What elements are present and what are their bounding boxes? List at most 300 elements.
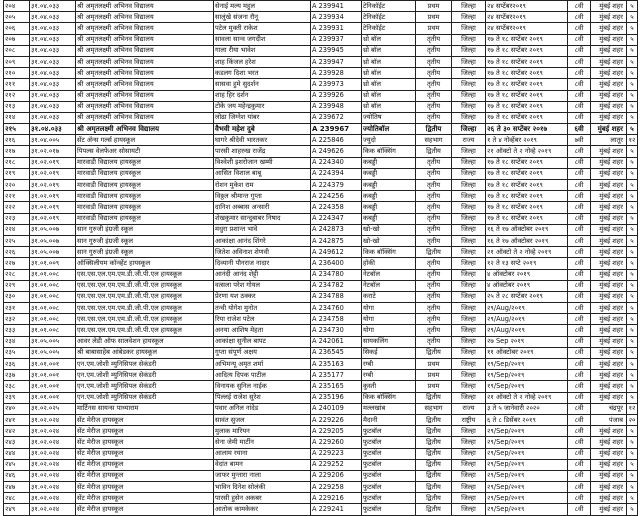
- rank-cell: द्वितीय: [416, 437, 452, 448]
- serial-cell: २०६: [4, 23, 30, 34]
- certificate-cell: A 239931: [311, 23, 362, 34]
- standard-cell: ८वी: [568, 68, 591, 79]
- district-cell: मुंबई शहर: [591, 303, 627, 314]
- table-row: [4, 112, 638, 123]
- school-cell: मारवाडी विद्यालय हायस्कूल: [76, 202, 214, 213]
- certificate-cell: A 224347: [311, 213, 362, 224]
- code-cell: ३१.०२.०२५: [30, 403, 76, 414]
- level-cell: जिल्हा: [452, 247, 486, 258]
- points-cell: ५: [627, 1, 638, 12]
- standard-cell: ८वी: [568, 470, 591, 481]
- tournament-date-cell: १७ ते १८ सप्टेंबर २०१९: [486, 34, 568, 45]
- code-cell: ३१.०२.०२४: [30, 504, 76, 515]
- table-row: [4, 291, 638, 302]
- standard-cell: ८वी: [568, 325, 591, 336]
- event-cell: मैदानी: [362, 414, 416, 425]
- rank-cell: द्वितीय: [416, 347, 452, 358]
- table-row: [4, 504, 638, 515]
- standard-cell: ८वी: [568, 482, 591, 493]
- standard-cell: ८वी: [568, 191, 591, 202]
- tournament-date-cell: २१ ऑक्टो ते २ नोव्हे २०१९: [486, 392, 568, 403]
- event-cell: नेटबॉल: [362, 280, 416, 291]
- serial-cell: २०५: [4, 12, 30, 23]
- certificate-cell: A 229226: [311, 414, 362, 425]
- points-cell: १२: [627, 403, 638, 414]
- level-cell: जिल्हा: [452, 1, 486, 12]
- level-cell: जिल्हा: [452, 347, 486, 358]
- standard-cell: ८वी: [568, 168, 591, 179]
- standard-cell: ८वी: [568, 426, 591, 437]
- level-cell: जिल्हा: [452, 493, 486, 504]
- code-cell: ३१.०१.००८: [30, 269, 76, 280]
- certificate-cell: A 224394: [311, 168, 362, 179]
- school-cell: सेंट मेरीज हायस्कूल: [76, 459, 214, 470]
- tournament-date-cell: २१ ऑक्टो ते २ नोव्हे २०१९: [486, 146, 568, 157]
- level-cell: जिल्हा: [452, 336, 486, 347]
- student-cell: सावला सान्व जगदीश: [214, 34, 311, 45]
- table-row: [4, 79, 638, 90]
- table-row: [4, 247, 638, 258]
- level-cell: जिल्हा: [452, 258, 486, 269]
- student-cell: लोढा जिग्नेश यांबर: [214, 112, 311, 123]
- district-cell: मुंबई शहर: [591, 448, 627, 459]
- level-cell: जिल्हा: [452, 34, 486, 45]
- district-cell: मुंबई शहर: [591, 314, 627, 325]
- rank-cell: द्वितीय: [416, 493, 452, 504]
- district-cell: मुंबई शहर: [591, 68, 627, 79]
- tournament-date-cell: २९/Aug/२०१९: [486, 325, 568, 336]
- level-cell: जिल्हा: [452, 68, 486, 79]
- rank-cell: प्रथम: [416, 359, 452, 370]
- event-cell: फुटबॉल: [362, 482, 416, 493]
- level-cell: जिल्हा: [452, 191, 486, 202]
- tournament-date-cell: ४ ऑक्टोबर २०१९: [486, 280, 568, 291]
- student-cell: कडलग दिशा भरत: [214, 68, 311, 79]
- student-cell: पवार अनिल नांदेड: [214, 403, 311, 414]
- code-cell: ३१.०४.०३३: [30, 23, 76, 34]
- level-cell: जिल्हा: [452, 23, 486, 34]
- tournament-date-cell: २४ सप्टेंबर२०१९: [486, 12, 568, 23]
- serial-cell: २३२: [4, 314, 30, 325]
- certificate-cell: A 234760: [311, 303, 362, 314]
- points-cell: ५: [627, 112, 638, 123]
- certificate-cell: A 249612: [311, 247, 362, 258]
- event-cell: थ्रो बॉल: [362, 56, 416, 67]
- tournament-date-cell: १७ ते १८ सप्टेंबर २०१९: [486, 79, 568, 90]
- table-row: [4, 23, 638, 34]
- serial-cell: २३८: [4, 381, 30, 392]
- school-cell: ऑक्सिलीयम कॉन्व्हेंट हायस्कूल: [76, 258, 214, 269]
- certificate-cell: A 234788: [311, 291, 362, 302]
- certificate-cell: A 225846: [311, 135, 362, 146]
- rank-cell: तृतीय: [416, 157, 452, 168]
- serial-cell: २१७: [4, 146, 30, 157]
- level-cell: जिल्हा: [452, 291, 486, 302]
- certificate-cell: A 236400: [311, 258, 362, 269]
- tournament-date-cell: ११ ऑक्टोबर २०१९: [486, 347, 568, 358]
- student-cell: विनायक सुनिल नाईक: [214, 381, 311, 392]
- points-cell: ५: [627, 12, 638, 23]
- student-cell: आकांक्षा आनंद शिंगरे: [214, 235, 311, 246]
- level-cell: जिल्हा: [452, 426, 486, 437]
- district-cell: मुंबई शहर: [591, 168, 627, 179]
- district-cell: मुंबई शहर: [591, 157, 627, 168]
- tournament-date-cell: १७ ते १८ सप्टेंबर २०१९: [486, 157, 568, 168]
- student-cell: सेना जेमी मार्टीन: [214, 437, 311, 448]
- school-cell: श्री अमृतलक्ष्मी अभिनव विद्यालय: [76, 68, 214, 79]
- standard-cell: ८वी: [568, 414, 591, 425]
- certificate-cell: A 235163: [311, 359, 362, 370]
- tournament-date-cell: १७ ते १८ सप्टेंबर २०१९: [486, 56, 568, 67]
- district-cell: मुंबई शहर: [591, 101, 627, 112]
- table-row: [4, 124, 638, 135]
- district-cell: मुंबई शहर: [591, 112, 627, 123]
- code-cell: ३१.०२.०१९: [30, 213, 76, 224]
- district-cell: मुंबई शहर: [591, 482, 627, 493]
- rank-cell: तृतीय: [416, 213, 452, 224]
- table-row: [4, 392, 638, 403]
- rank-cell: द्वितीय: [416, 146, 452, 157]
- standard-cell: ८वी: [568, 359, 591, 370]
- rank-cell: प्रथम: [416, 1, 452, 12]
- event-cell: योगा: [362, 314, 416, 325]
- school-cell: श्री अमृतलक्ष्मी अभिनव विद्यालय: [76, 12, 214, 23]
- student-cell: आलाम रयाना: [214, 448, 311, 459]
- standard-cell: ८वी: [568, 336, 591, 347]
- level-cell: जिल्हा: [452, 381, 486, 392]
- code-cell: ३१.०२.०१९: [30, 191, 76, 202]
- serial-cell: २०४: [4, 1, 30, 12]
- district-cell: मुंबई शहर: [591, 336, 627, 347]
- student-cell: आसित विशाल बाबू: [214, 168, 311, 179]
- rank-cell: तृतीय: [416, 202, 452, 213]
- table-row: [4, 258, 638, 269]
- tournament-date-cell: २९/Sep/२०१९: [486, 470, 568, 481]
- standard-cell: ८वी: [568, 235, 591, 246]
- district-cell: मुंबई शहर: [591, 381, 627, 392]
- code-cell: ३१.०४.०३३: [30, 124, 76, 135]
- school-cell: सेंट मेरीज हायस्कूल: [76, 470, 214, 481]
- standard-cell: ८वी: [568, 34, 591, 45]
- standard-cell: ८वी: [568, 269, 591, 280]
- code-cell: ३१.०१.००१: [30, 359, 76, 370]
- rank-cell: प्रथम: [416, 381, 452, 392]
- rank-cell: द्वितीय: [416, 124, 452, 135]
- event-cell: योगा: [362, 325, 416, 336]
- certificate-cell: A 229252: [311, 459, 362, 470]
- event-cell: टेनिकॉईट: [362, 12, 416, 23]
- standard-cell: ८वी: [568, 314, 591, 325]
- event-cell: रग्बी: [362, 370, 416, 381]
- code-cell: ३१.०१.००८: [30, 280, 76, 291]
- student-cell: वैभवी महेश दुबे: [214, 124, 311, 135]
- certificate-cell: A 239973: [311, 79, 362, 90]
- level-cell: जिल्हा: [452, 157, 486, 168]
- district-cell: मुंबई शहर: [591, 90, 627, 101]
- level-cell: जिल्हा: [452, 202, 486, 213]
- certificate-cell: A 239928: [311, 68, 362, 79]
- school-cell: सेंट ॲन्स गर्ल्स हायस्कूल: [76, 135, 214, 146]
- district-cell: मुंबई शहर: [591, 12, 627, 23]
- code-cell: ३१.०५.००५: [30, 336, 76, 347]
- certificate-cell: A 229241: [311, 504, 362, 515]
- code-cell: ३१.०२.०१९: [30, 202, 76, 213]
- level-cell: जिल्हा: [452, 101, 486, 112]
- level-cell: जिल्हा: [452, 224, 486, 235]
- table-row: [4, 157, 638, 168]
- rank-cell: तृतीय: [416, 101, 452, 112]
- code-cell: ३१.०१.००८: [30, 314, 76, 325]
- points-cell: ५: [627, 23, 638, 34]
- tournament-date-cell: १ ते ४ नोव्हेंबर २०१९: [486, 135, 568, 146]
- school-cell: श्री अमृतलक्ष्मी अभिनव विद्यालय: [76, 101, 214, 112]
- serial-cell: २३९: [4, 392, 30, 403]
- event-cell: फुटबॉल: [362, 437, 416, 448]
- school-cell: सेंट मेरीज हायस्कूल: [76, 437, 214, 448]
- table-row: [4, 403, 638, 414]
- standard-cell: ८वी: [568, 202, 591, 213]
- school-cell: एन.एम.जोशी म्युनिसिपल सेकंडरी: [76, 370, 214, 381]
- serial-cell: २१०: [4, 68, 30, 79]
- points-cell: ५: [627, 247, 638, 258]
- points-cell: ५: [627, 191, 638, 202]
- tournament-date-cell: १९/Sep/२०१९: [486, 370, 568, 381]
- certificate-cell: A 249626: [311, 146, 362, 157]
- serial-cell: २१९: [4, 168, 30, 179]
- standard-cell: ८वी: [568, 392, 591, 403]
- table-body: [4, 1, 638, 516]
- tournament-date-cell: २९/Sep/२०१९: [486, 459, 568, 470]
- tournament-date-cell: १७ ते १८ सप्टेंबर २०१९: [486, 101, 568, 112]
- table-row: [4, 213, 638, 224]
- tournament-date-cell: १२ ते १३ सप्टे २०१९: [486, 258, 568, 269]
- certificate-cell: A 224340: [311, 157, 362, 168]
- student-cell: मुलाक मारियन: [214, 426, 311, 437]
- district-cell: मुंबई शहर: [591, 224, 627, 235]
- code-cell: ३१.०२.०२४: [30, 414, 76, 425]
- event-cell: थ्रो बॉल: [362, 90, 416, 101]
- rank-cell: तृतीय: [416, 90, 452, 101]
- school-cell: एस.एस.एल.एम.एम.डी.जी.पी.एल हायस्कूल: [76, 280, 214, 291]
- certificate-cell: A 239948: [311, 101, 362, 112]
- certificate-cell: A 224256: [311, 191, 362, 202]
- certificate-cell: A 229205: [311, 426, 362, 437]
- table-row: [4, 45, 638, 56]
- district-cell: मुंबई शहर: [591, 370, 627, 381]
- student-cell: पारसी हुसेन अकबर: [214, 493, 311, 504]
- student-cell: पटेल मुक्ती राकेश: [214, 23, 311, 34]
- school-cell: आवर लेडी ऑफ सालवेशन हायस्कूल: [76, 336, 214, 347]
- standard-cell: ८वी: [568, 101, 591, 112]
- school-cell: श्री अमृतलक्ष्मी अभिनव विद्यालय: [76, 90, 214, 101]
- code-cell: ३१.०१.००९: [30, 258, 76, 269]
- school-cell: श्री अमृतलक्ष्मी अभिनव विद्यालय: [76, 56, 214, 67]
- results-table: [3, 0, 638, 516]
- district-cell: मुंबई शहर: [591, 247, 627, 258]
- school-cell: सेंट मेरीज हायस्कूल: [76, 426, 214, 437]
- event-cell: योगा: [362, 303, 416, 314]
- level-cell: जिल्हा: [452, 359, 486, 370]
- event-cell: नेटबॉल: [362, 269, 416, 280]
- serial-cell: २१२: [4, 90, 30, 101]
- school-cell: एस.एस.एल.एम.एम.डी.जी.पी.एल हायस्कूल: [76, 291, 214, 302]
- code-cell: ३१.०४.०३३: [30, 12, 76, 23]
- points-cell: ५: [627, 224, 638, 235]
- rank-cell: द्वितीय: [416, 504, 452, 515]
- table-row: [4, 101, 638, 112]
- certificate-cell: A 239937: [311, 34, 362, 45]
- points-cell: ५: [627, 325, 638, 336]
- level-cell: जिल्हा: [452, 124, 486, 135]
- code-cell: ३१.०४.०३३: [30, 34, 76, 45]
- standard-cell: ८वी: [568, 1, 591, 12]
- event-cell: सिकई: [362, 347, 416, 358]
- level-cell: जिल्हा: [452, 146, 486, 157]
- event-cell: कराटे: [362, 291, 416, 302]
- standard-cell: ८वी: [568, 303, 591, 314]
- student-cell: रोशन मुकेश राम: [214, 180, 311, 191]
- points-cell: ५: [627, 303, 638, 314]
- certificate-cell: A 234758: [311, 314, 362, 325]
- standard-cell: ८वी: [568, 403, 591, 414]
- school-cell: एस.एस.एल.एम.एम.डी.जी.पी.एल हायस्कूल: [76, 325, 214, 336]
- code-cell: ३१.०२.०२४: [30, 459, 76, 470]
- points-cell: ५: [627, 258, 638, 269]
- code-cell: ३१.०५.००५: [30, 347, 76, 358]
- student-cell: पिल्लई राजेश सुरेश: [214, 392, 311, 403]
- serial-cell: २१८: [4, 157, 30, 168]
- standard-cell: ८वी: [568, 381, 591, 392]
- code-cell: ३१.०२.०२४: [30, 437, 76, 448]
- event-cell: खो-खो: [362, 235, 416, 246]
- table-row: [4, 280, 638, 291]
- table-row: [4, 336, 638, 347]
- tournament-date-cell: २९/Sep/२०१९: [486, 504, 568, 515]
- level-cell: जिल्हा: [452, 370, 486, 381]
- district-cell: मुंबई शहर: [591, 459, 627, 470]
- district-cell: मुंबई शहर: [591, 202, 627, 213]
- tournament-date-cell: २१ ऑक्टो ते २ नोव्हे २०१९: [486, 247, 568, 258]
- event-cell: थ्रो बॉल: [362, 101, 416, 112]
- rank-cell: तृतीय: [416, 180, 452, 191]
- points-cell: ५: [627, 359, 638, 370]
- event-cell: ज्युदो: [362, 135, 416, 146]
- code-cell: ३१.०४.०३३: [30, 45, 76, 56]
- points-cell: ५: [627, 56, 638, 67]
- district-cell: मुंबई शहर: [591, 392, 627, 403]
- student-cell: गाला रीया भावेश: [214, 45, 311, 56]
- serial-cell: २३०: [4, 291, 30, 302]
- serial-cell: २२३: [4, 213, 30, 224]
- serial-cell: २४२: [4, 426, 30, 437]
- level-cell: जिल्हा: [452, 470, 486, 481]
- student-cell: वेदांत बामन: [214, 459, 311, 470]
- code-cell: ३१.०४.०३३: [30, 56, 76, 67]
- rank-cell: तृतीय: [416, 112, 452, 123]
- event-cell: फुटबॉल: [362, 493, 416, 504]
- student-cell: आतोक कामकेकर: [214, 504, 311, 515]
- certificate-cell: A 234730: [311, 325, 362, 336]
- tournament-date-cell: २४ सप्टेंबर२०१९: [486, 1, 568, 12]
- rank-cell: द्वितीय: [416, 247, 452, 258]
- certificate-cell: A 235177: [311, 370, 362, 381]
- district-cell: मुंबई शहर: [591, 470, 627, 481]
- level-cell: राज्य: [452, 135, 486, 146]
- serial-cell: २२५: [4, 235, 30, 246]
- school-cell: श्री अमृतलक्ष्मी अभिनव विद्यालय: [76, 45, 214, 56]
- event-cell: रग्बी: [362, 359, 416, 370]
- student-cell: शाह किंजल हरेश: [214, 56, 311, 67]
- rank-cell: सहभाग: [416, 135, 452, 146]
- level-cell: जिल्हा: [452, 482, 486, 493]
- district-cell: मुंबई शहर: [591, 124, 627, 135]
- school-cell: श्री अमृतलक्ष्मी अभिनव विद्यालय: [76, 124, 214, 135]
- district-cell: मुंबई शहर: [591, 1, 627, 12]
- student-cell: विठ्ठल श्रीमान्त गुप्ता: [214, 191, 311, 202]
- points-cell: ५: [627, 493, 638, 504]
- serial-cell: २०८: [4, 45, 30, 56]
- student-cell: पारसी शाहरुख राजेंद्र: [214, 146, 311, 157]
- rank-cell: द्वितीय: [416, 448, 452, 459]
- event-cell: कबड्डी: [362, 213, 416, 224]
- table-row: [4, 325, 638, 336]
- table-row: [4, 347, 638, 358]
- code-cell: ३१.०२.०२४: [30, 482, 76, 493]
- school-cell: सेंट मेरीज हायस्कूल: [76, 414, 214, 425]
- rank-cell: तृतीय: [416, 336, 452, 347]
- level-cell: जिल्हा: [452, 235, 486, 246]
- level-cell: जिल्हा: [452, 303, 486, 314]
- standard-cell: ८वी: [568, 448, 591, 459]
- table-row: [4, 191, 638, 202]
- points-cell: ५: [627, 79, 638, 90]
- level-cell: जिल्हा: [452, 213, 486, 224]
- serial-cell: २३४: [4, 336, 30, 347]
- rank-cell: द्वितीय: [416, 482, 452, 493]
- event-cell: थ्रो बॉल: [362, 79, 416, 90]
- school-cell: एन.एम.जोशी म्युनिसिपल सेकंडरी: [76, 392, 214, 403]
- code-cell: ३१.०४.०३३: [30, 101, 76, 112]
- serial-cell: २३५: [4, 347, 30, 358]
- points-cell: ५: [627, 34, 638, 45]
- student-cell: मधुरा प्रशान्त भावे: [214, 224, 311, 235]
- school-cell: पिपल्स वेलफेअर सोसायटी: [76, 146, 214, 157]
- school-cell: सेंट मेरीज हायस्कूल: [76, 504, 214, 515]
- school-cell: एस.एस.एल.एम.एम.डी.जी.पी.एल हायस्कूल: [76, 314, 214, 325]
- rank-cell: सहभाग: [416, 403, 452, 414]
- table-row: [4, 34, 638, 45]
- tournament-date-cell: २९/Aug/२०१९: [486, 303, 568, 314]
- table-row: [4, 414, 638, 425]
- school-cell: श्री अमृतलक्ष्मी अभिनव विद्यालय: [76, 23, 214, 34]
- tournament-date-cell: १७ ते १८ सप्टेंबर २०१९: [486, 112, 568, 123]
- student-cell: घागरे श्रीदेवी भारतकर: [214, 135, 311, 146]
- student-cell: दानिश अब्बास अन्सारी: [214, 202, 311, 213]
- points-cell: ५: [627, 392, 638, 403]
- student-cell: आनंदी आनंद शेट्टी: [214, 269, 311, 280]
- serial-cell: २४८: [4, 493, 30, 504]
- student-cell: शेखकुमार सान्दुबाबर निषाद: [214, 213, 311, 224]
- standard-cell: ८वी: [568, 247, 591, 258]
- standard-cell: ८वी: [568, 504, 591, 515]
- serial-cell: २२७: [4, 258, 30, 269]
- serial-cell: २३७: [4, 370, 30, 381]
- serial-cell: २४३: [4, 437, 30, 448]
- tournament-date-cell: १६ ते १७ ऑक्टोबर २०१९: [486, 235, 568, 246]
- certificate-cell: A 234782: [311, 280, 362, 291]
- tournament-date-cell: १७ ते १८ सप्टेंबर २०१९: [486, 90, 568, 101]
- tournament-date-cell: १७ ते १८ सप्टेंबर २०१९: [486, 180, 568, 191]
